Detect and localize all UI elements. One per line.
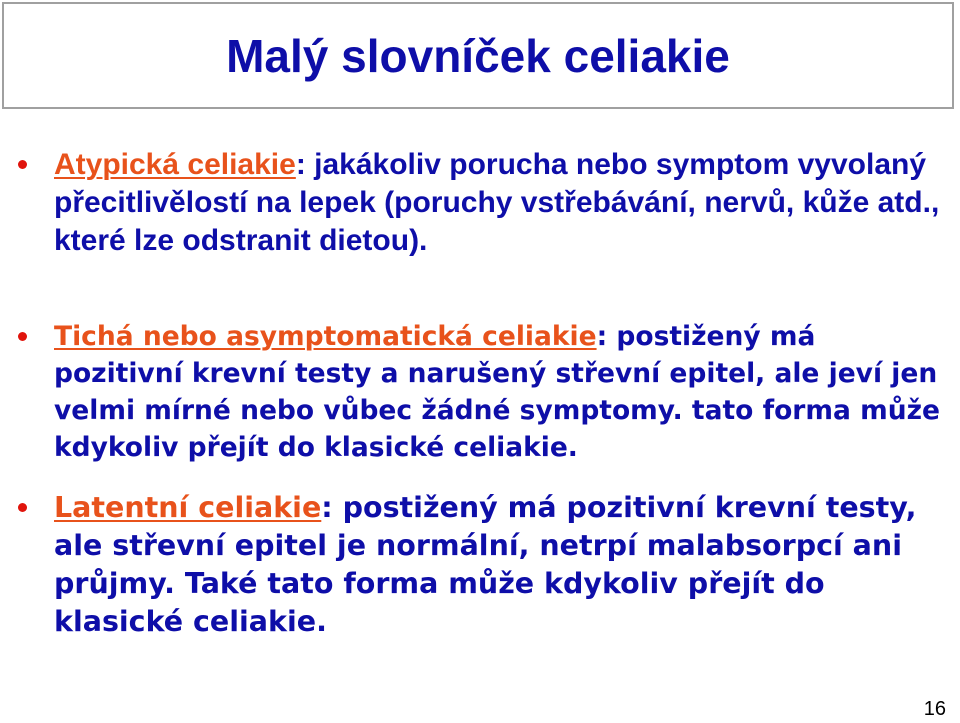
bullet-text	[54, 318, 946, 466]
slide-title: Malý slovníček celiakie	[226, 29, 730, 82]
definition-silent: : postižený má pozitivní krevní testy a narušený střevní epitel, ale jeví jen velmi mírné nebo vůbec žádné symptomy. tato forma může kdykoliv přejít do klasické celiakie.	[54, 321, 940, 463]
page-number: 16	[923, 698, 946, 720]
title-box	[2, 2, 954, 109]
definition-atypical: : jakákoliv porucha nebo symptom vyvolaný přecitlivělostí na lepek (poruchy vstřebávání, nervů, kůže atd., které lze odstranit dietou).	[54, 148, 940, 257]
bullet-dot-icon	[18, 160, 27, 169]
term-silent: Tichá nebo asymptomatická celiakie	[54, 321, 597, 352]
definition-latent: : postižený má pozitivní krevní testy, ale střevní epitel je normální, netrpí malabsorpcí ani průjmy. Také tato forma může kdykoliv přejít do klasické celiakie.	[54, 491, 917, 638]
bullet-dot-icon	[18, 503, 27, 512]
term-atypical: Atypická celiakie	[54, 148, 296, 181]
bullet-dot-icon	[18, 332, 27, 341]
term-latent: Latentní celiakie	[54, 491, 322, 524]
bullet-text	[54, 146, 946, 260]
bullet-text	[54, 489, 946, 641]
